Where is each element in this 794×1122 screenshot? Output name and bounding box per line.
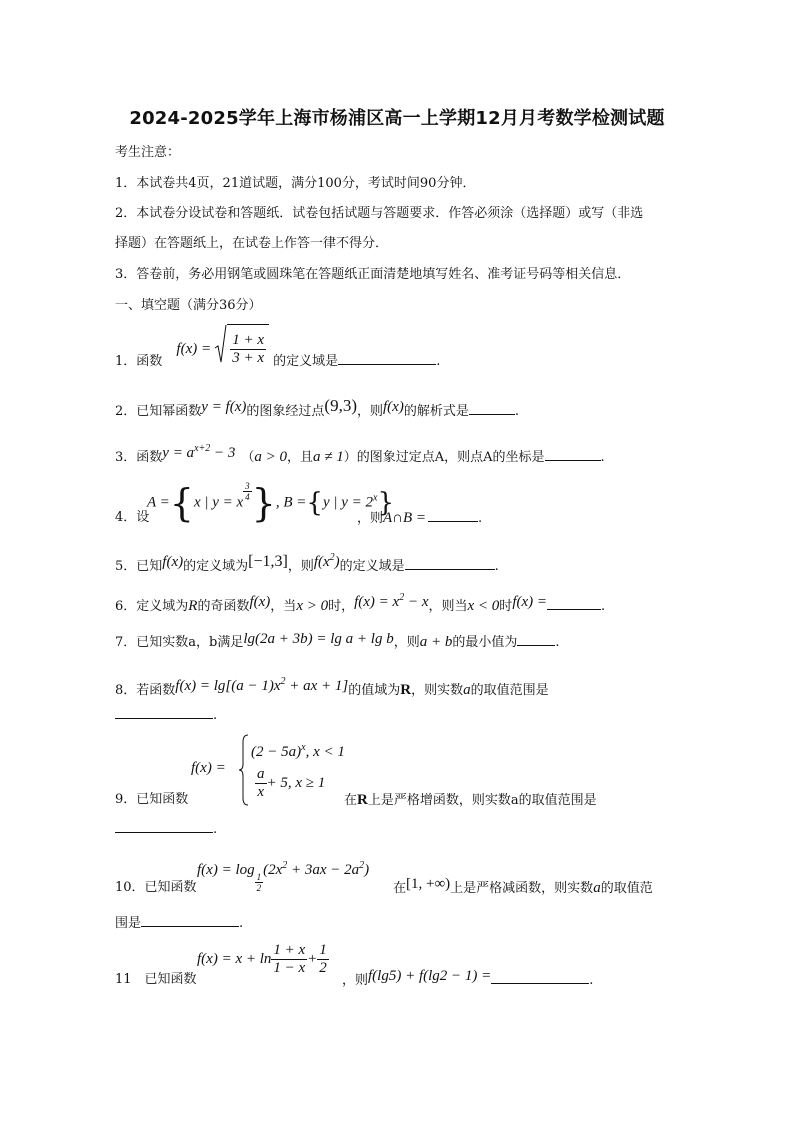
q6-mid4: ，则当 <box>428 599 468 614</box>
q11-end: . <box>589 973 594 988</box>
q9-tail-group <box>344 790 597 811</box>
q4-inB: y | y = 2 <box>322 494 374 511</box>
notice-item-2-cont: 择题）在答题纸上，在试卷上作答一律不得分． <box>115 236 389 251</box>
q6-R: R <box>188 598 198 614</box>
answer-blank <box>428 509 478 522</box>
page-title: 2024-2025学年上海市杨浦区高一上学期12月月考数学检测试题 <box>129 108 665 129</box>
q8-tail: 的取值范围是 <box>470 683 549 698</box>
question-10-answer <box>115 914 243 934</box>
notice-heading: 考生注意： <box>115 145 181 160</box>
q5-mid1: 的定义域为 <box>183 559 249 574</box>
q5-end: . <box>494 559 499 574</box>
q9-case2-den: x <box>257 784 265 800</box>
q11-hden: 2 <box>319 960 327 976</box>
q10-eq2: (2x <box>263 862 283 878</box>
q10-eq3: + 3ax − 2a <box>287 862 360 878</box>
q4-tail: ，则 <box>357 511 384 526</box>
q7-ab: a + b <box>419 634 453 650</box>
q6-f1: f(x) <box>249 594 271 610</box>
q4-setA: A = <box>147 494 170 511</box>
q2-f1: y = f(x) <box>201 399 247 415</box>
q10-text: 10．已知函数 <box>115 880 197 895</box>
q5-f2-group <box>314 554 340 570</box>
q10-eq4: ) <box>364 862 370 878</box>
answer-blank <box>141 914 239 927</box>
q4-expnum: 3 <box>245 480 250 491</box>
question-2 <box>115 396 519 424</box>
q10-cont: 围是 <box>115 916 142 931</box>
question-7 <box>115 632 560 656</box>
question-9-answer <box>115 820 217 840</box>
question-6 <box>115 592 605 616</box>
q4-expB: x <box>373 492 378 504</box>
q8-eq-group <box>175 678 348 694</box>
q6-c2: x < 0 <box>467 598 500 614</box>
q4-inA: x | y = x <box>193 494 244 511</box>
q10-sq: 2 <box>282 860 288 871</box>
question-1 <box>115 332 441 386</box>
answer-blank <box>545 448 601 461</box>
q9-case1-exp: x <box>301 742 306 753</box>
q8-R: R <box>400 682 412 698</box>
q8-a: a <box>463 682 471 698</box>
q5-f2b: ) <box>334 554 340 570</box>
q11-plus: + <box>307 950 318 967</box>
q2-f2: f(x) <box>383 399 404 415</box>
answer-blank <box>115 820 213 833</box>
q4-ans: A∩B = <box>383 510 427 526</box>
q6-mid1: 的奇函数 <box>197 599 250 614</box>
q9-case2-cond: + 5, x ≥ 1 <box>266 774 326 791</box>
answer-blank <box>547 597 601 610</box>
q7-end: . <box>555 635 560 650</box>
answer-blank <box>517 633 555 646</box>
q3-f1: y = a <box>162 445 195 461</box>
q6-f2: f(x) = <box>512 594 547 610</box>
answer-blank <box>115 706 213 719</box>
q10-tail2: 的取值范 <box>600 881 653 896</box>
question-8-answer <box>115 706 217 726</box>
answer-blank <box>338 352 436 365</box>
q4-sets: A ={x | y = x $\frac{3}{4}$ }, B ={y | $y = 2^x$} <box>147 480 395 525</box>
question-8 <box>115 676 549 700</box>
q11-formula <box>197 942 329 977</box>
q10-basenum: 1 <box>256 872 262 883</box>
q2-point: (9,3) <box>324 396 357 415</box>
question-5 <box>115 552 499 576</box>
q6-sq: 2 <box>399 592 405 603</box>
q9-case1-cond: , x < 1 <box>305 744 345 760</box>
notice-item-1: 1．本试卷共4页，21道试题，满分100分，考试时间90分钟． <box>115 176 476 191</box>
q8-end: . <box>213 708 218 723</box>
q6-mid3: 时， <box>328 599 355 614</box>
q4-end: . <box>478 511 483 526</box>
q6-mid2: ，当 <box>270 599 297 614</box>
q3-exp: x+2 <box>194 443 211 454</box>
q5-tail: 的定义域是 <box>339 559 405 574</box>
q3-c2: a ≠ 1 <box>313 449 344 465</box>
q8-text: 8．若函数 <box>115 683 176 698</box>
q10-tail-group <box>393 878 653 899</box>
q10-interval: [1, +∞) <box>406 876 451 892</box>
q1-end: . <box>436 354 441 369</box>
q5-text: 5．已知 <box>115 559 163 574</box>
q5-f1: f(x) <box>162 554 184 570</box>
answer-blank <box>469 402 515 415</box>
q10-sq2: 2 <box>359 860 365 871</box>
q4-setB: , B = <box>275 494 307 511</box>
q10-formula <box>197 856 370 894</box>
q6-c1: x > 0 <box>296 598 329 614</box>
answer-blank <box>405 557 495 570</box>
q1-label: 1．函数 <box>115 354 163 369</box>
q4-tail-group <box>357 508 482 529</box>
notice-item-2: 2．本试卷分设试卷和答题纸．试卷包括试题与答题要求．作答必须涂（选择题）或写（非选 <box>115 206 644 221</box>
notice-item-3: 3．答卷前，务必用钢笔或圆珠笔在答题纸正面清楚地填写姓名、准考证号码等相关信息． <box>115 267 631 282</box>
piecewise-brace-icon <box>239 734 249 806</box>
q11-fnum: 1 + x <box>273 942 306 958</box>
q9-case1 <box>251 738 345 762</box>
q10-tail: 上是严格减函数，则实数 <box>450 881 594 896</box>
q3-c1: a > 0 <box>254 449 288 465</box>
q3-cond1: （ <box>241 450 255 465</box>
q1-sqrt <box>215 324 269 375</box>
q2-tail: 的解析式是 <box>403 404 469 419</box>
q3-cond2: ，且 <box>287 450 314 465</box>
q8-sq: 2 <box>280 676 286 687</box>
q10-mid: 在 <box>393 881 407 896</box>
q2-mid2: ，则 <box>356 404 383 419</box>
answer-blank <box>491 971 589 984</box>
q9-case2 <box>255 766 325 801</box>
q8-mid2: ，则实数 <box>411 683 464 698</box>
q11-hnum: 1 <box>319 942 327 958</box>
q2-end: . <box>514 404 519 419</box>
q11-tail-group <box>342 970 593 991</box>
q11-eq: f(x) = x + ln <box>197 950 272 967</box>
q5-f2: f(x <box>313 554 330 570</box>
q4-text: 4．设 <box>115 510 150 525</box>
q9-fx: f(x) = <box>191 760 226 776</box>
q8-eq: f(x) = lg[(a − 1)x <box>175 678 281 694</box>
q7-mid: ，则 <box>393 635 420 650</box>
q6-eq-group <box>354 594 428 610</box>
q6-eq2: − x <box>404 594 429 610</box>
q9-end: . <box>213 822 218 837</box>
q3-end: . <box>600 450 605 465</box>
q6-text: 6．定义域为 <box>115 599 189 614</box>
radical-sign-icon <box>215 324 227 364</box>
q9-tail: 上是严格增函数，则实数a的取值范围是 <box>367 793 597 808</box>
q9-case2-num: a <box>257 766 265 782</box>
q5-sq: 2 <box>329 552 335 563</box>
q3-text: 3．函数 <box>115 450 163 465</box>
q10-eq: f(x) = log <box>197 862 255 878</box>
q11-mid: ，则 <box>342 973 369 988</box>
q7-eq: lg(2a + 3b) = lg a + lg b <box>243 631 394 647</box>
q11-ans: f(lg5) + f(lg2 − 1) = <box>368 968 492 984</box>
q2-mid1: 的图象经过点 <box>246 404 325 419</box>
q4-expden: 4 <box>245 491 250 502</box>
q9-R: R <box>357 792 368 808</box>
q11-text: 11 已知函数 <box>115 972 197 987</box>
q3-formula <box>162 445 235 461</box>
question-3 <box>115 443 605 467</box>
q3-tail: ）的图象过定点A，则点A的坐标是 <box>343 450 545 465</box>
q8-eq2: + ax + 1] <box>285 678 349 694</box>
q6-eq: f(x) = x <box>354 594 400 610</box>
q3-f1b: − 3 <box>210 445 236 461</box>
q5-mid2: ，则 <box>287 559 314 574</box>
q11-fden: 1 − x <box>273 960 306 976</box>
q1-fx: f(x) = <box>176 341 212 357</box>
q9-text: 9．已知函数 <box>115 792 189 807</box>
q9-case1-expr: (2 − 5a) <box>251 744 302 760</box>
q1-denominator: 3 + x <box>232 350 265 366</box>
q1-text: 的定义域是 <box>273 354 339 369</box>
q10-baseden: 2 <box>256 883 262 894</box>
q10-a: a <box>593 880 601 896</box>
q6-end: . <box>601 599 606 614</box>
q7-tail: 的最小值为 <box>452 635 518 650</box>
q7-text: 7．已知实数a，b满足 <box>115 635 244 650</box>
section-1-heading: 一、填空题（满分36分） <box>115 298 262 313</box>
q5-domain: [−1,3] <box>248 553 288 570</box>
q6-mid5: 时 <box>499 599 513 614</box>
q1-numerator: 1 + x <box>232 332 265 348</box>
q10-end: . <box>239 916 244 931</box>
q2-text: 2．已知幂函数 <box>115 404 202 419</box>
q8-mid: 的值域为 <box>348 683 401 698</box>
q9-mid: 在 <box>344 793 358 808</box>
